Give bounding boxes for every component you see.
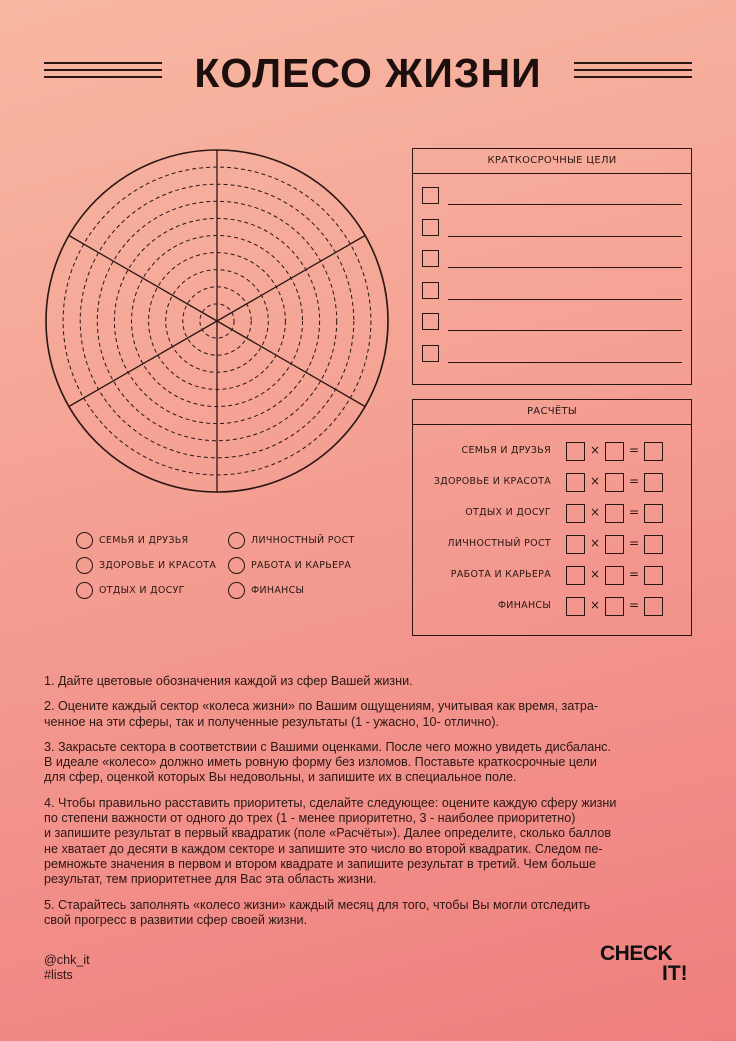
calc-row-label: ФИНАНСЫ xyxy=(497,600,551,611)
priority-box[interactable] xyxy=(566,597,585,616)
legend-column-2 xyxy=(228,532,378,612)
wheel-spoke xyxy=(217,236,365,322)
goal-checkbox[interactable] xyxy=(422,219,439,236)
priority-box[interactable] xyxy=(566,473,585,492)
goal-checkbox[interactable] xyxy=(422,282,439,299)
goal-write-line[interactable] xyxy=(448,330,682,331)
goal-row xyxy=(422,313,682,333)
life-wheel[interactable] xyxy=(44,148,390,494)
priority-box[interactable] xyxy=(566,566,585,585)
goal-row xyxy=(422,282,682,302)
goal-row xyxy=(422,219,682,239)
equals-sign: = xyxy=(629,536,640,550)
legend-label: ОТДЫХ И ДОСУГ xyxy=(99,585,185,596)
calculations-heading: РАСЧЁТЫ xyxy=(413,400,691,425)
calc-row-label: ЛИЧНОСТНЫЙ РОСТ xyxy=(447,538,551,549)
legend-color-circle[interactable] xyxy=(228,582,245,599)
multiply-sign: × xyxy=(590,505,601,519)
calc-row xyxy=(413,504,691,524)
priority-box[interactable] xyxy=(566,535,585,554)
missing-points-box[interactable] xyxy=(605,504,624,523)
equals-sign: = xyxy=(629,443,640,457)
multiply-sign: × xyxy=(590,567,601,581)
multiply-sign: × xyxy=(590,474,601,488)
goal-write-line[interactable] xyxy=(448,204,682,205)
legend-label: СЕМЬЯ И ДРУЗЬЯ xyxy=(99,535,189,546)
legend-label: ФИНАНСЫ xyxy=(251,585,305,596)
goal-row xyxy=(422,187,682,207)
logo-line-1: CHECK xyxy=(600,942,673,965)
logo-line-2: IT! xyxy=(662,962,688,985)
legend-color-circle[interactable] xyxy=(76,532,93,549)
footer-handle: @chk_it xyxy=(44,953,90,967)
footer-tag: #lists xyxy=(44,968,73,982)
equals-sign: = xyxy=(629,505,640,519)
wheel-spoke xyxy=(217,321,365,407)
title-rule-right xyxy=(574,62,692,84)
calc-row xyxy=(413,597,691,617)
result-box[interactable] xyxy=(644,535,663,554)
legend-color-circle[interactable] xyxy=(228,557,245,574)
priority-box[interactable] xyxy=(566,442,585,461)
instruction-paragraph: 2. Оцените каждый сектор «колеса жизни» по Вашим ощущениям, учитывая как время, затра- ченное на эти сферы, так и полученные результаты (1 - ужасно, 10- отлично). xyxy=(44,699,599,729)
legend-color-circle[interactable] xyxy=(76,557,93,574)
priority-box[interactable] xyxy=(566,504,585,523)
page-title: КОЛЕСО ЖИЗНИ xyxy=(194,50,542,96)
calc-row xyxy=(413,566,691,586)
title-block xyxy=(44,50,692,96)
calc-row-label: СЕМЬЯ И ДРУЗЬЯ xyxy=(461,445,551,456)
equals-sign: = xyxy=(629,567,640,581)
missing-points-box[interactable] xyxy=(605,473,624,492)
instruction-paragraph: 3. Закрасьте сектора в соответствии с Вашими оценками. После чего можно увидеть дисбаланс. В идеале «колесо» должно иметь ровную форму без изломов. Поставьте краткосрочные цели для сфер, оценкой которых Вы недовольны, и запишите их в специальное поле. xyxy=(44,739,611,785)
goals-heading: КРАТКОСРОЧНЫЕ ЦЕЛИ xyxy=(413,149,691,174)
calc-row xyxy=(413,473,691,493)
legend-color-circle[interactable] xyxy=(76,582,93,599)
instructions xyxy=(44,674,694,938)
equals-sign: = xyxy=(629,598,640,612)
goal-row xyxy=(422,345,682,365)
legend-column-1 xyxy=(76,532,226,612)
instruction-paragraph: 4. Чтобы правильно расставить приоритеты, сделайте следующее: оцените каждую сферу жизни по степени важности от одного до трех (1 - менее приоритетно, 3 - наиболее приоритетно) и запишите результат в первый квадратик (поле «Расчёты»). Далее определите, сколько баллов не хватает до десяти в каждом секторе и запишите это число во второй квадратик. Следом пе- ремножьте значения в первом и втором квадрате и запишите результат в третий. Чем больше результат, тем приоритетнее для Вас эта область жизни. xyxy=(44,795,617,887)
result-box[interactable] xyxy=(644,504,663,523)
calc-row-label: ОТДЫХ И ДОСУГ xyxy=(465,507,551,518)
missing-points-box[interactable] xyxy=(605,535,624,554)
goal-row xyxy=(422,250,682,270)
missing-points-box[interactable] xyxy=(605,566,624,585)
legend-color-circle[interactable] xyxy=(228,532,245,549)
goal-write-line[interactable] xyxy=(448,267,682,268)
goal-write-line[interactable] xyxy=(448,299,682,300)
result-box[interactable] xyxy=(644,566,663,585)
goal-checkbox[interactable] xyxy=(422,187,439,204)
result-box[interactable] xyxy=(644,597,663,616)
legend-label: ЛИЧНОСТНЫЙ РОСТ xyxy=(251,535,355,546)
goal-checkbox[interactable] xyxy=(422,313,439,330)
missing-points-box[interactable] xyxy=(605,442,624,461)
footer xyxy=(44,953,90,983)
multiply-sign: × xyxy=(590,443,601,457)
instruction-paragraph: 1. Дайте цветовые обозначения каждой из сфер Вашей жизни. xyxy=(44,674,413,688)
missing-points-box[interactable] xyxy=(605,597,624,616)
goal-write-line[interactable] xyxy=(448,236,682,237)
result-box[interactable] xyxy=(644,473,663,492)
calc-row-label: ЗДОРОВЬЕ И КРАСОТА xyxy=(433,476,551,487)
multiply-sign: × xyxy=(590,536,601,550)
wheel-spoke xyxy=(69,236,217,322)
short-term-goals-panel xyxy=(412,148,692,385)
calc-row xyxy=(413,535,691,555)
check-it-logo xyxy=(600,942,696,985)
wheel-spokes xyxy=(69,150,365,492)
wheel-spoke xyxy=(69,321,217,407)
calc-row-label: РАБОТА И КАРЬЕРА xyxy=(450,569,551,580)
equals-sign: = xyxy=(629,474,640,488)
result-box[interactable] xyxy=(644,442,663,461)
legend-label: РАБОТА И КАРЬЕРА xyxy=(251,560,352,571)
goal-checkbox[interactable] xyxy=(422,345,439,362)
multiply-sign: × xyxy=(590,598,601,612)
goal-checkbox[interactable] xyxy=(422,250,439,267)
legend-label: ЗДОРОВЬЕ И КРАСОТА xyxy=(99,560,217,571)
goal-write-line[interactable] xyxy=(448,362,682,363)
instruction-paragraph: 5. Старайтесь заполнять «колесо жизни» каждый месяц для того, чтобы Вы могли отследить свой прогресс в развитии сфер своей жизни. xyxy=(44,897,591,927)
calc-row xyxy=(413,442,691,462)
calculations-panel xyxy=(412,399,692,636)
